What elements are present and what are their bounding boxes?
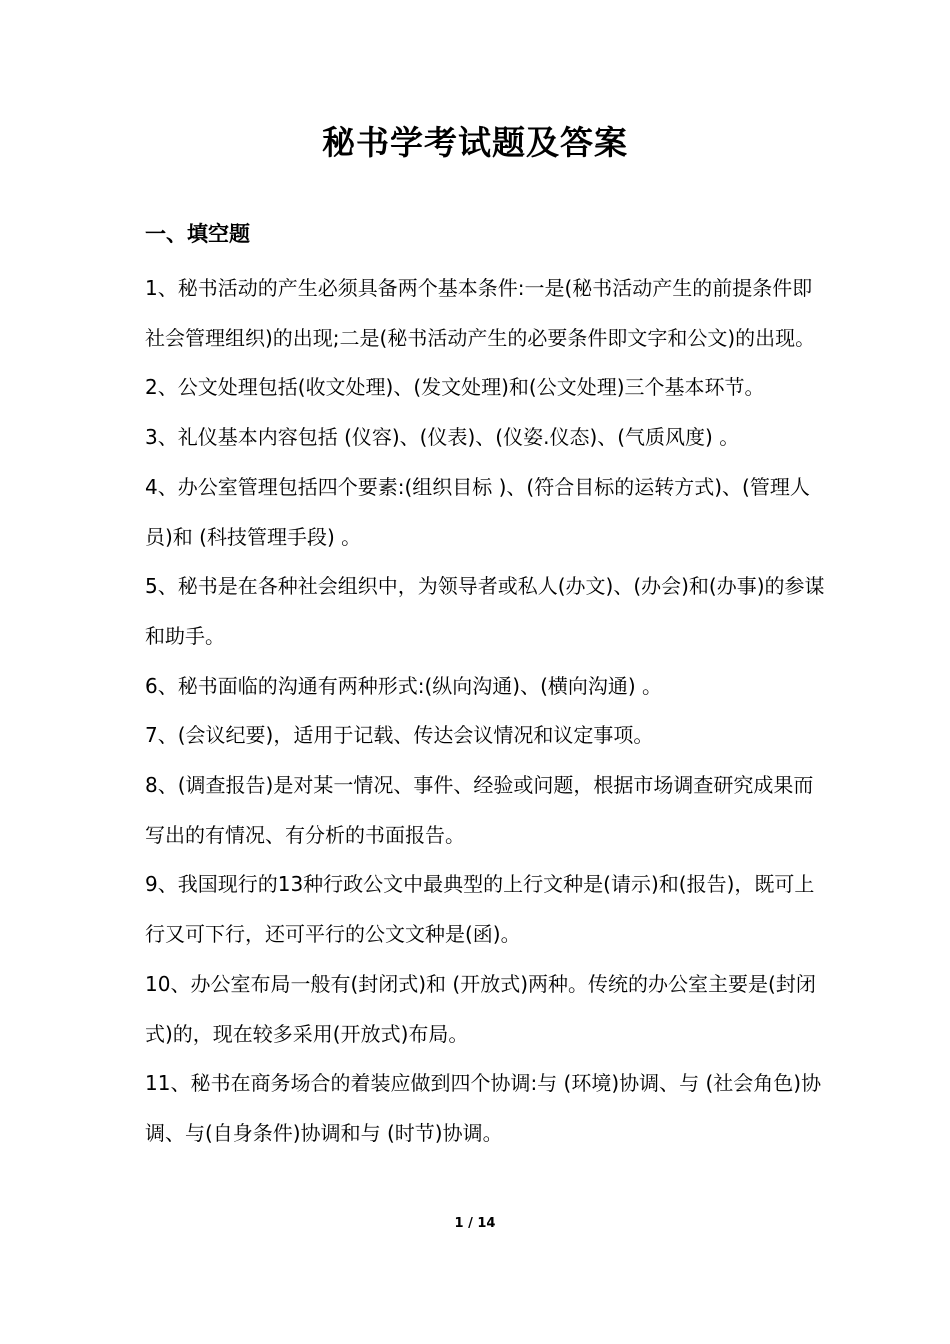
question-item: 6、秘书面临的沟通有两种形式:(纵向沟通)、(横向沟通) 。	[145, 673, 663, 698]
question-item: 3、礼仪基本内容包括 (仪容)、(仪表)、(仪姿.仪态)、(气质风度) 。	[145, 425, 740, 450]
question-item: 9、我国现行的13种行政公文中最典型的上行文种是(请示)和(报告)，既可上行又可下行，还可平行的公文文种是(函)。	[145, 872, 815, 947]
question-list	[145, 264, 825, 1159]
question-item: 4、办公室管理包括四个要素:(组织目标 )、(符合目标的运转方式)、(管理人员)和 (科技管理手段) 。	[145, 474, 810, 549]
section-heading: 一、填空题	[145, 222, 250, 246]
question-item: 8、(调查报告)是对某一情况、事件、经验或问题，根据市场调查研究成果而写出的有情况、有分析的书面报告。	[145, 773, 814, 847]
question-item: 5、秘书是在各种社会组织中，为领导者或私人(办文)、(办会)和(办事)的参谋和助手。	[145, 574, 825, 648]
question-item: 11、秘书在商务场合的着装应做到四个协调:与 (环境)协调、与 (社会角色)协调、与(自身条件)协调和与 (时节)协调。	[145, 1071, 822, 1145]
question-item: 2、公文处理包括(收文处理)、(发文处理)和(公文处理)三个基本环节。	[145, 375, 765, 400]
question-item: 1、秘书活动的产生必须具备两个基本条件:一是(秘书活动产生的前提条件即社会管理组织)的出现;二是(秘书活动产生的必要条件即文字和公文)的出现。	[145, 276, 816, 350]
document-title: 秘书学考试题及答案	[322, 123, 628, 162]
question-item: 10、办公室布局一般有(封闭式)和 (开放式)两种。传统的办公室主要是(封闭式)的，现在较多采用(开放式)布局。	[145, 971, 816, 1046]
page-number: 1 / 14	[454, 1216, 496, 1231]
question-item: 7、(会议纪要)，适用于记载、传达会议情况和议定事项。	[145, 723, 654, 748]
